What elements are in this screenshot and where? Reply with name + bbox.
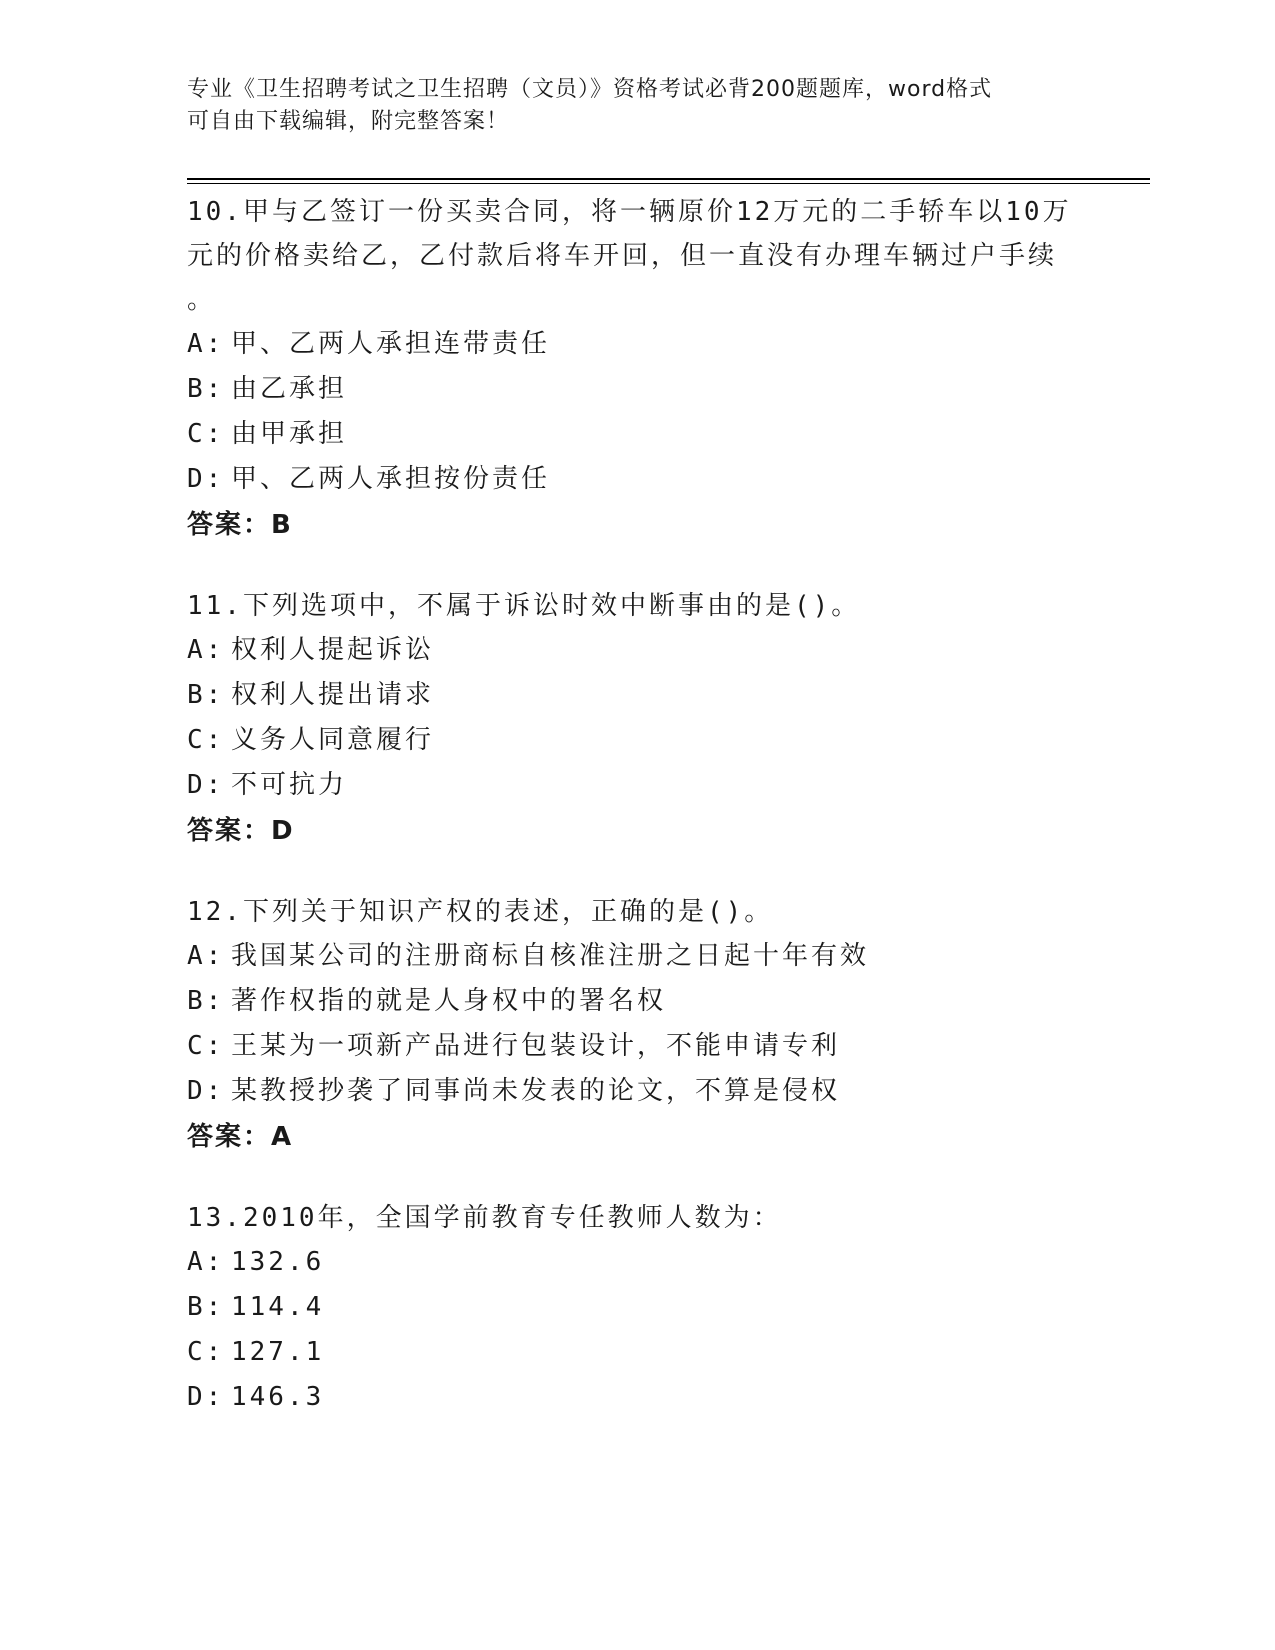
option-text: 132.6 (231, 1247, 325, 1277)
question-stem (187, 1196, 1067, 1240)
answer: 答案：B (187, 510, 293, 540)
option-a (187, 1240, 1067, 1285)
option-text: 146.3 (231, 1382, 325, 1412)
option-key: B: (187, 1292, 225, 1322)
question-list (187, 190, 1072, 1456)
option-c (187, 1330, 1067, 1375)
question-10 (187, 190, 1072, 548)
option-key: D: (187, 464, 225, 494)
answer: 答案：D (187, 816, 295, 846)
header-divider-thick (187, 178, 1150, 180)
option-key: B: (187, 986, 225, 1016)
option-a (187, 934, 1067, 979)
option-key: A: (187, 329, 225, 359)
option-text: 著作权指的就是人身权中的署名权 (231, 986, 667, 1016)
header-divider-thin (187, 183, 1150, 184)
option-key: B: (187, 374, 225, 404)
option-b (187, 673, 1067, 718)
option-text: 甲、乙两人承担连带责任 (231, 329, 551, 359)
question-11 (187, 584, 1067, 854)
option-b (187, 979, 1067, 1024)
option-key: C: (187, 725, 225, 755)
option-key: C: (187, 1337, 225, 1367)
option-text: 权利人提出请求 (231, 680, 435, 710)
option-c (187, 1024, 1067, 1069)
option-c (187, 412, 1067, 457)
answer: 答案：A (187, 1122, 294, 1152)
option-text: 某教授抄袭了同事尚未发表的论文，不算是侵权 (231, 1076, 841, 1106)
question-stem (187, 584, 1067, 628)
document-header (187, 74, 1067, 138)
option-key: D: (187, 1382, 225, 1412)
option-key: D: (187, 1076, 225, 1106)
option-text: 114.4 (231, 1292, 325, 1322)
option-b (187, 1285, 1067, 1330)
option-d (187, 1375, 1067, 1420)
option-text: 权利人提起诉讼 (231, 635, 435, 665)
option-a (187, 628, 1067, 673)
question-12 (187, 890, 1067, 1160)
option-b (187, 367, 1067, 412)
option-key: A: (187, 941, 225, 971)
option-key: D: (187, 770, 225, 800)
stem-line: 10.甲与乙签订一份买卖合同，将一辆原价12万元的二手轿车以10万 (187, 197, 1072, 227)
stem-line: 11.下列选项中，不属于诉讼时效中断事由的是()。 (187, 591, 861, 621)
stem-line: 元的价格卖给乙，乙付款后将车开回，但一直没有办理车辆过户手续 (187, 241, 1058, 271)
option-text: 我国某公司的注册商标自核准注册之日起十年有效 (231, 941, 870, 971)
question-13 (187, 1196, 1067, 1420)
option-d (187, 763, 1067, 808)
option-text: 义务人同意履行 (231, 725, 435, 755)
question-stem (187, 890, 1067, 934)
option-c (187, 718, 1067, 763)
option-key: A: (187, 635, 225, 665)
option-text: 127.1 (231, 1337, 325, 1367)
option-text: 由乙承担 (231, 374, 348, 404)
option-key: B: (187, 680, 225, 710)
header-line-2: 可自由下载编辑，附完整答案！ (187, 109, 510, 134)
option-d (187, 1069, 1067, 1114)
option-text: 甲、乙两人承担按份责任 (231, 464, 551, 494)
stem-line: 13.2010年，全国学前教育专任教师人数为： (187, 1203, 782, 1233)
option-text: 不可抗力 (231, 770, 348, 800)
option-key: C: (187, 1031, 225, 1061)
option-key: C: (187, 419, 225, 449)
option-text: 由甲承担 (231, 419, 348, 449)
question-stem (187, 190, 1072, 322)
option-d (187, 457, 1067, 502)
option-a (187, 322, 1067, 367)
header-line-1: 专业《卫生招聘考试之卫生招聘（文员）》资格考试必背200题题库，word格式 (187, 77, 993, 102)
option-key: A: (187, 1247, 225, 1277)
option-text: 王某为一项新产品进行包装设计，不能申请专利 (231, 1031, 841, 1061)
stem-line: 12.下列关于知识产权的表述，正确的是()。 (187, 897, 774, 927)
stem-line: 。 (187, 285, 217, 315)
